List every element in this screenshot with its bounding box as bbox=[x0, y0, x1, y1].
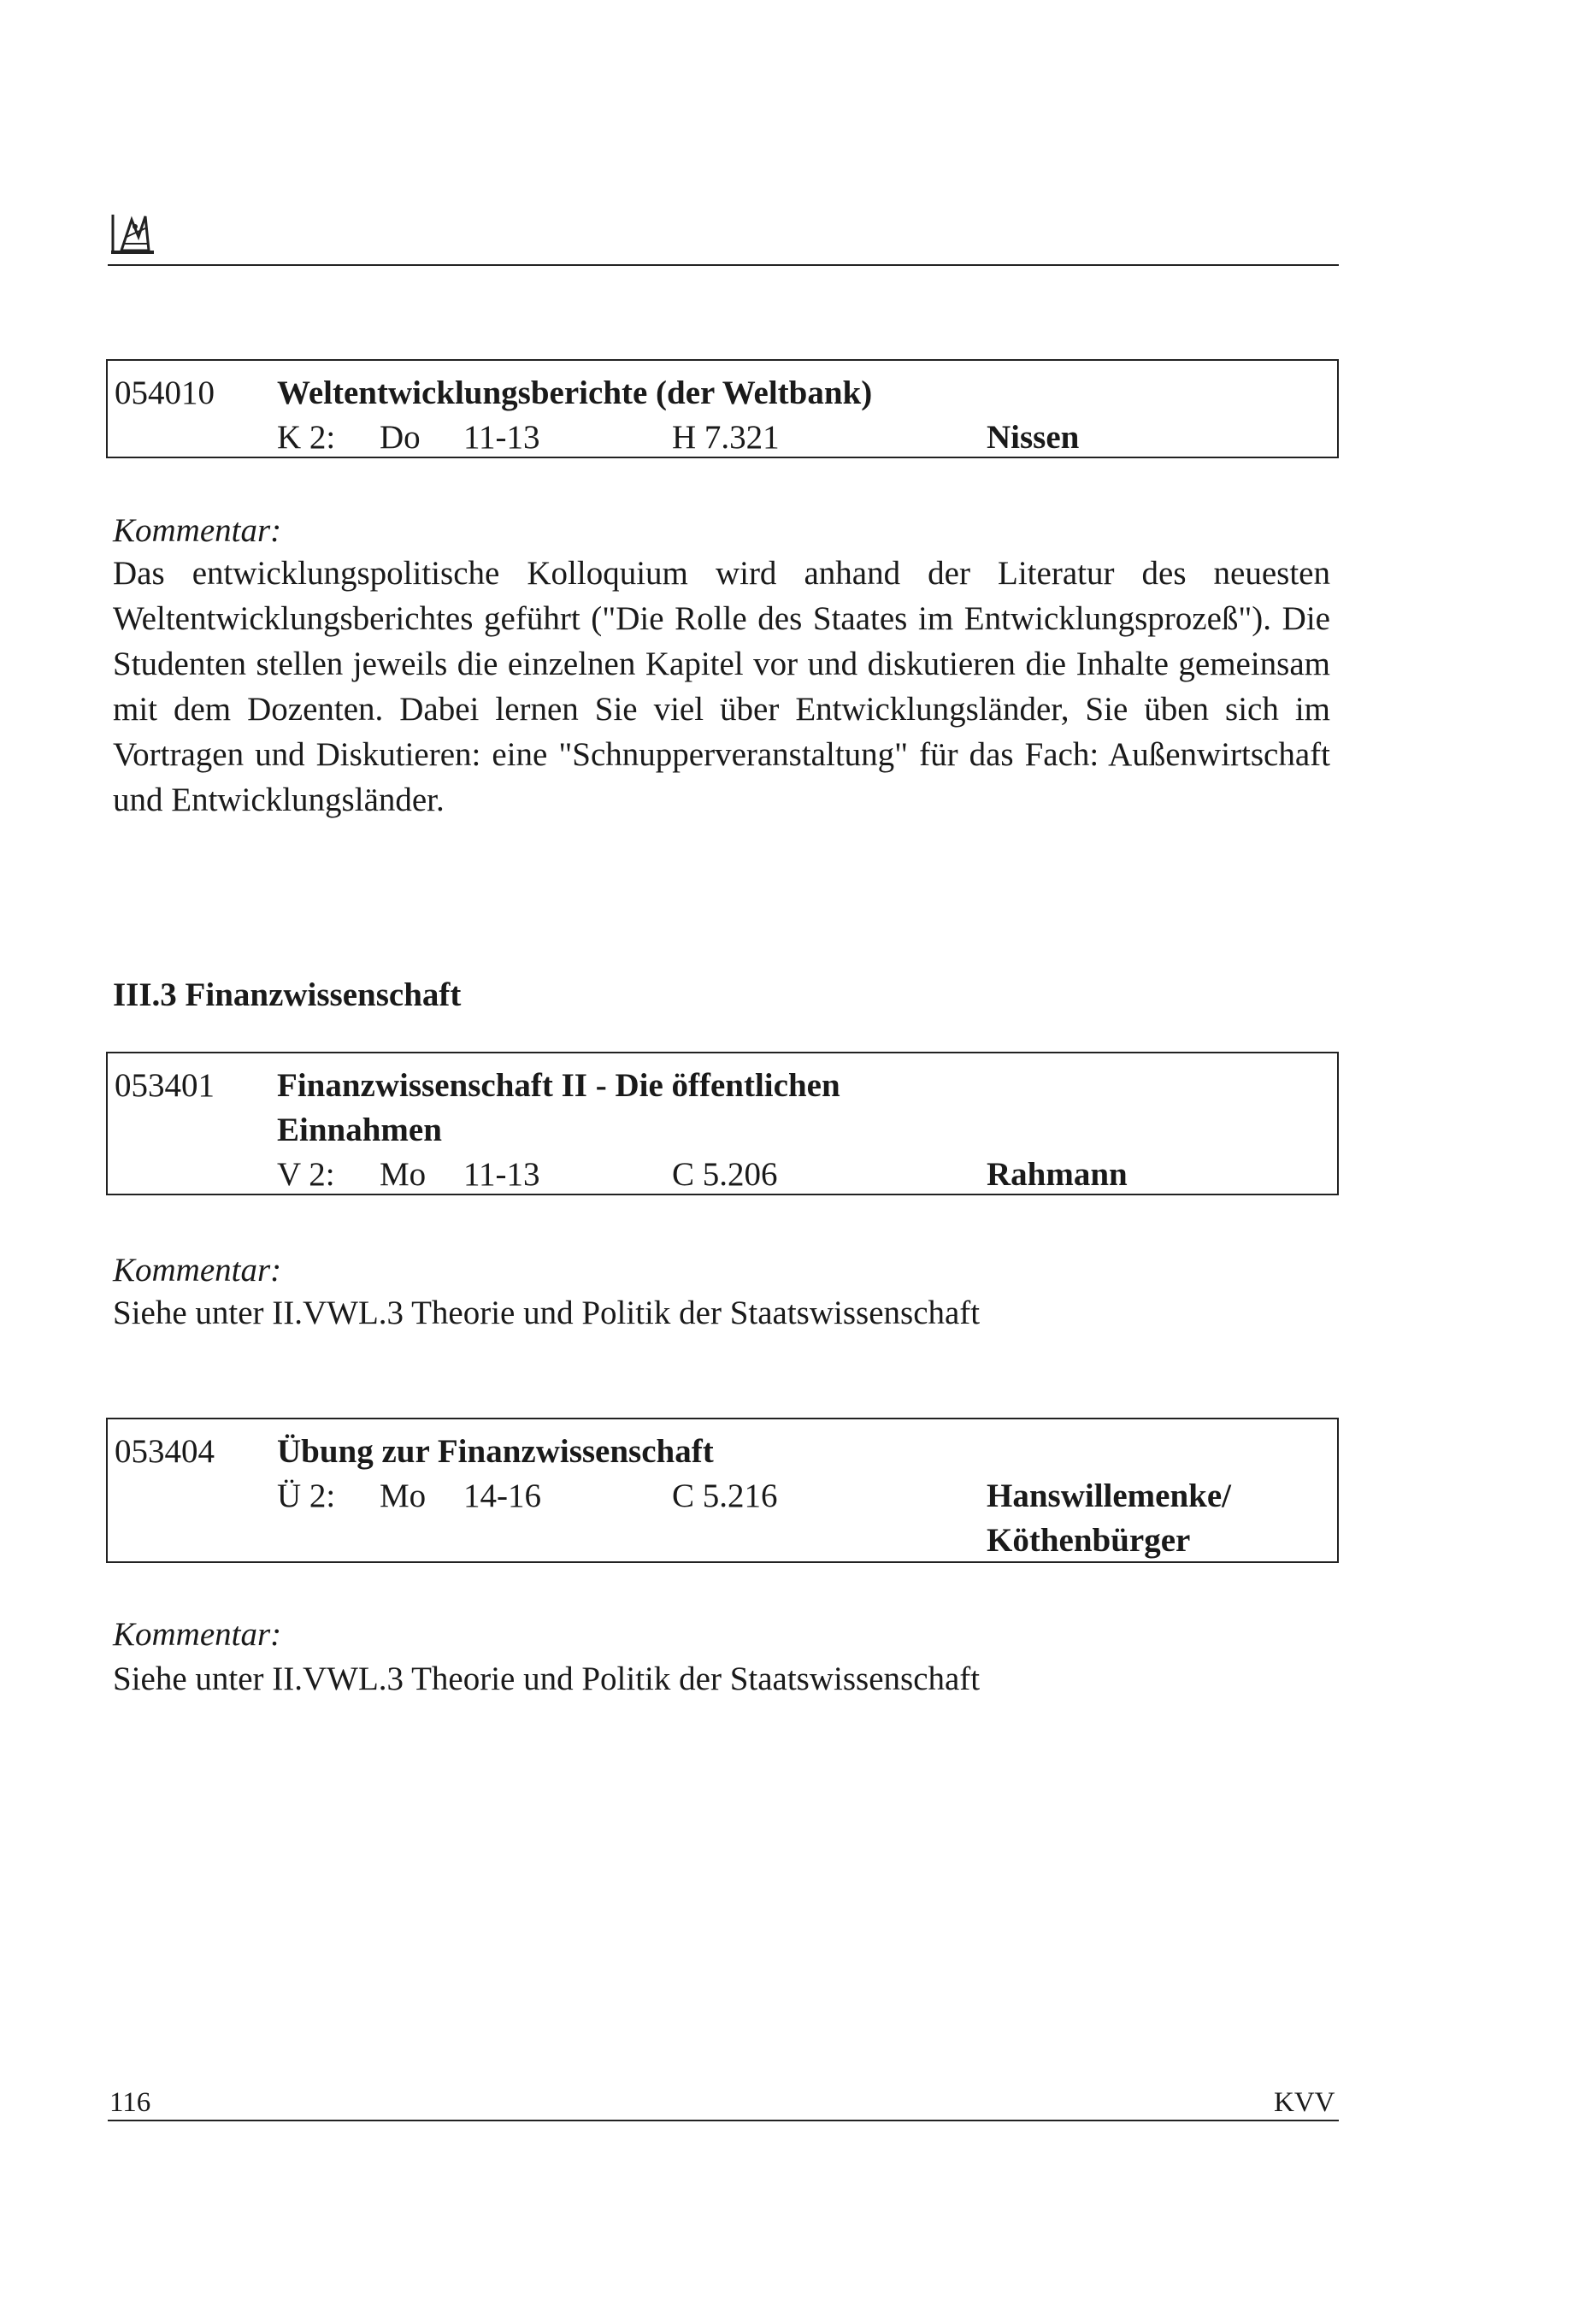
course-day: Mo bbox=[380, 1478, 427, 1514]
university-logo-icon bbox=[109, 208, 156, 257]
course-lecturer-line-2: Köthenbürger bbox=[987, 1522, 1191, 1559]
course-title: Weltentwicklungsberichte (der Weltbank) bbox=[277, 375, 873, 411]
course-room: H 7.321 bbox=[672, 419, 780, 456]
footer-label: KVV bbox=[1274, 2087, 1335, 2118]
comment-text: Siehe unter II.VWL.3 Theorie und Politik der Staatswissenschaft bbox=[113, 1660, 981, 1697]
course-day: Mo bbox=[380, 1156, 427, 1193]
comment-label: Kommentar: bbox=[113, 1252, 282, 1289]
course-time: 14-16 bbox=[463, 1478, 541, 1514]
comment-label: Kommentar: bbox=[113, 512, 282, 549]
course-type: V 2: bbox=[277, 1156, 335, 1193]
course-lecturer-line-1: Hanswillemenke/ bbox=[987, 1478, 1232, 1514]
course-type: K 2: bbox=[277, 419, 336, 456]
course-title: Übung zur Finanzwissenschaft bbox=[277, 1433, 714, 1470]
comment-text: Siehe unter II.VWL.3 Theorie und Politik der Staatswissenschaft bbox=[113, 1295, 981, 1331]
header-rule bbox=[108, 264, 1339, 266]
section-heading: III.3 Finanzwissenschaft bbox=[113, 976, 462, 1013]
page-number: 116 bbox=[109, 2087, 151, 2118]
course-title-line-1: Finanzwissenschaft II - Die öffentlichen bbox=[277, 1067, 840, 1104]
comment-label: Kommentar: bbox=[113, 1616, 282, 1653]
course-title-line-2: Einnahmen bbox=[277, 1112, 442, 1148]
course-time: 11-13 bbox=[463, 1156, 540, 1193]
course-box-053401 bbox=[106, 1052, 1339, 1195]
course-number: 053401 bbox=[115, 1067, 215, 1104]
course-box-053404 bbox=[106, 1418, 1339, 1563]
course-room: C 5.216 bbox=[672, 1478, 778, 1514]
course-type: Ü 2: bbox=[277, 1478, 336, 1514]
course-lecturer: Nissen bbox=[987, 419, 1080, 456]
course-lecturer: Rahmann bbox=[987, 1156, 1128, 1193]
course-day: Do bbox=[380, 419, 421, 456]
course-number: 053404 bbox=[115, 1433, 215, 1470]
course-number: 054010 bbox=[115, 375, 215, 411]
course-room: C 5.206 bbox=[672, 1156, 778, 1193]
footer-rule bbox=[108, 2120, 1339, 2121]
course-box-054010 bbox=[106, 359, 1339, 458]
comment-text: Das entwicklungspolitische Kolloquium wird anhand der Literatur des neuesten Weltentwicklungsberichtes geführt ("Die Rolle des Staates im Entwicklungsprozeß"). Die Studenten stellen jeweils die einzelnen Kapitel vor und diskutieren die Inhalte gemeinsam mit dem Dozenten. Dabei lernen Sie viel über Entwicklungsländer, Sie üben sich im Vortragen und Diskutieren: eine "Schnupperveranstaltung" für das Fach: Außenwirtschaft und Entwicklungsländer. bbox=[113, 555, 1330, 818]
course-time: 11-13 bbox=[463, 419, 540, 456]
